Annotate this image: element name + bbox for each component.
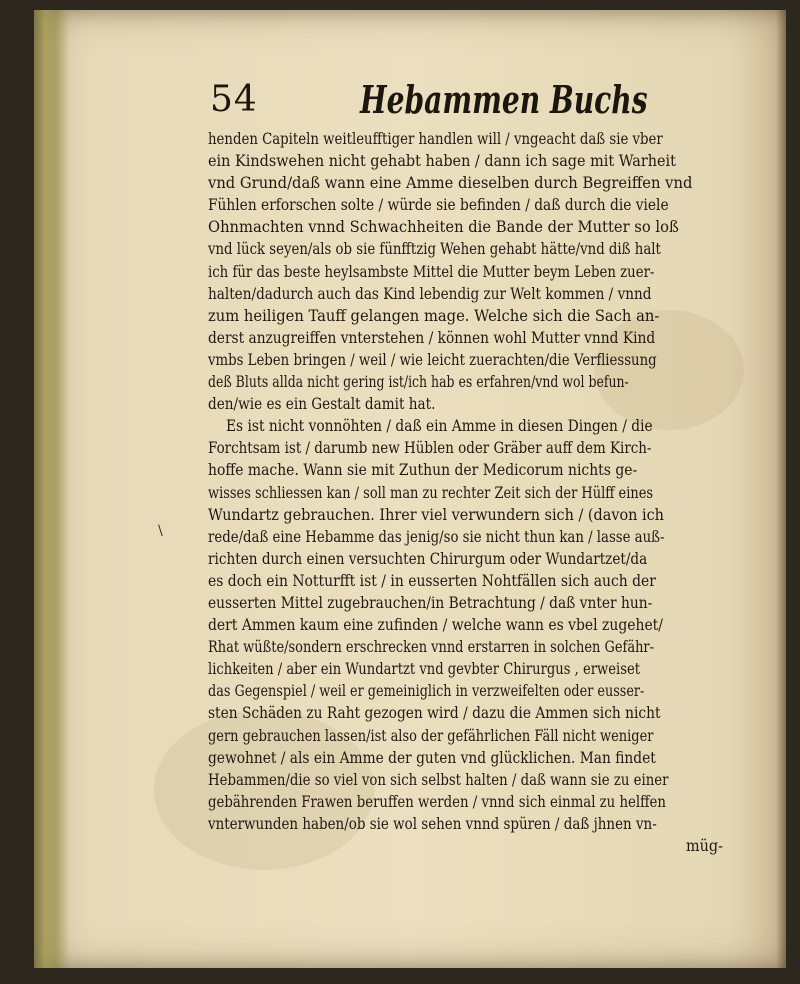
text-line: hoffe mache. Wann sie mit Zuthun der Medicorum nichts ge- [208, 460, 638, 480]
text-line: es doch ein Notturfft ist / in eusserten Nohtfällen sich auch der [208, 570, 656, 590]
text-line: vnd lück seyen/als ob sie fünfftzig Wehen gehabt hätte/vnd diß halt [208, 239, 661, 259]
text-line: zum heiligen Tauff gelangen mage. Welche sich die Sach an- [208, 305, 660, 325]
catchword: müg- [686, 836, 724, 855]
margin-mark: \ [158, 523, 163, 539]
text-line: Fühlen erforschen solte / würde sie befinden / daß durch die viele [208, 195, 669, 215]
text-line: Hebammen/die so viel von sich selbst halten / daß wann sie zu einer [208, 769, 669, 789]
text-line: sten Schäden zu Raht gezogen wird / dazu die Ammen sich nicht [208, 703, 661, 723]
page-number: 54 [210, 79, 258, 120]
page-header [210, 77, 648, 128]
text-line: gewohnet / als ein Amme der guten vnd glücklichen. Man findet [208, 747, 656, 767]
text-line: vnd Grund/daß wann eine Amme dieselben durch Begreiffen vnd [208, 173, 693, 193]
text-line: Es ist nicht vonnöhten / daß ein Amme in diesen Dingen / die [226, 416, 653, 436]
text-line: henden Capiteln weitleufftiger handlen will / vngeacht daß sie vber [208, 129, 663, 148]
text-line: Wundartz gebrauchen. Ihrer viel verwundern sich / (davon ich [208, 504, 664, 524]
text-line: deß Bluts allda nicht gering ist/ich hab es erfahren/vnd wol befun- [208, 372, 629, 392]
body-text [208, 128, 743, 857]
running-title: Hebammen Buchs [360, 77, 648, 122]
text-line: gern gebrauchen lassen/ist also der gefährlichen Fäll nicht weniger [208, 725, 654, 745]
text-line: vmbs Leben bringen / weil / wie leicht zuerachten/die Verfliessung [208, 349, 657, 369]
text-line: Ohnmachten vnnd Schwachheiten die Bande der Mutter so loß [208, 217, 679, 237]
text-line: rede/daß eine Hebamme das jenig/so sie nicht thun kan / lasse auß- [208, 526, 665, 546]
text-line: ich für das beste heylsambste Mittel die Mutter beym Leben zuer- [208, 261, 655, 281]
text-line: derst anzugreiffen vnterstehen / können wohl Mutter vnnd Kind [208, 327, 656, 347]
text-line: dert Ammen kaum eine zufinden / welche wann es vbel zugehet/ [208, 615, 663, 635]
text-line: halten/dadurch auch das Kind lebendig zur Welt kommen / vnnd [208, 283, 652, 303]
book-binding-edge [34, 10, 70, 968]
text-line: den/wie es ein Gestalt damit hat. [208, 394, 436, 414]
text-line: vnterwunden haben/ob sie wol sehen vnnd spüren / daß jhnen vn- [208, 813, 657, 833]
text-line: ein Kindswehen nicht gehabt haben / dann ich sage mit Warheit [208, 151, 676, 171]
text-line: das Gegenspiel / weil er gemeiniglich in verzweifelten oder eusser- [208, 681, 645, 701]
text-line: gebährenden Frawen beruffen werden / vnnd sich einmal zu helffen [208, 791, 666, 811]
text-line: lichkeiten / aber ein Wundartzt vnd gevbter Chirurgus , erweiset [208, 659, 640, 679]
text-line: richten durch einen versuchten Chirurgum oder Wundartzet/da [208, 548, 648, 568]
text-line: Rhat wüßte/sondern erschrecken vnnd erstarren in solchen Gefähr- [208, 637, 654, 657]
text-line: Forchtsam ist / darumb new Hüblen oder Gräber auff dem Kirch- [208, 438, 652, 458]
text-line: wisses schliessen kan / soll man zu rechter Zeit sich der Hülff eines [208, 482, 654, 502]
text-line: eusserten Mittel zugebrauchen/in Betrachtung / daß vnter hun- [208, 592, 653, 612]
page-edge-shadow [776, 10, 786, 968]
